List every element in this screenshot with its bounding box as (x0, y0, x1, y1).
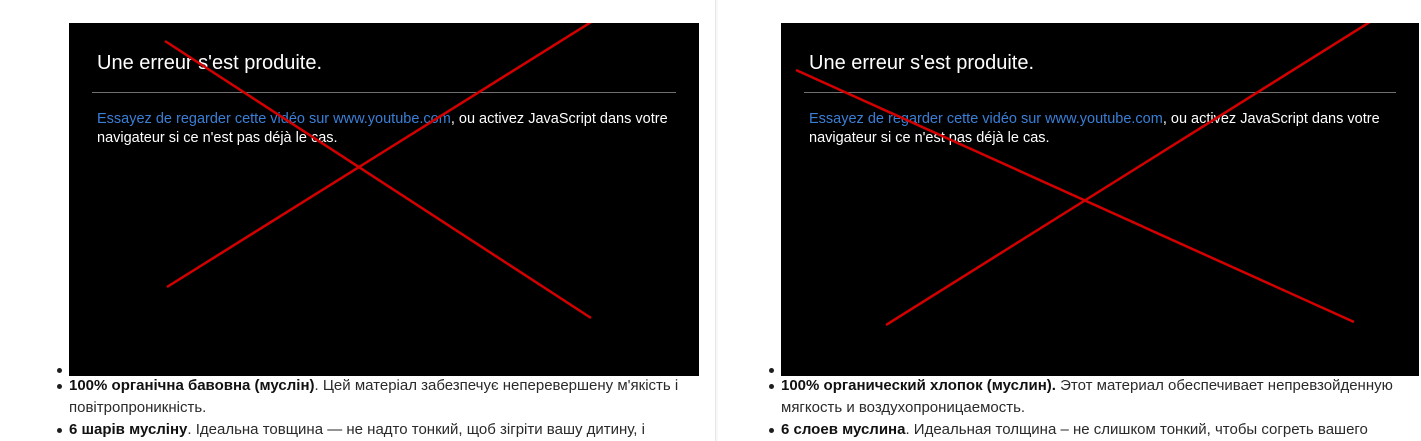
list-item-empty (781, 362, 1411, 375)
cross-out-overlay (69, 23, 699, 376)
right-column (718, 0, 1421, 441)
feature-name: 100% органічна бавовна (муслін) (69, 377, 315, 394)
cross-out-overlay (781, 23, 1419, 376)
feature-name: 100% органический хлопок (муслин). (781, 377, 1056, 394)
youtube-link[interactable]: Essayez de regarder cette vidéo sur www.youtube.com (809, 111, 1163, 127)
cross-line-1 (165, 41, 591, 318)
video-error-message-rest: , ou activez JavaScript dans votre navigateur si ce n'est pas déjà le cas. (809, 111, 1380, 146)
feature-desc: . Ідеальна товщина — не надто тонкий, щоб зігріти вашу дитину, і (187, 421, 645, 438)
video-error-title: Une erreur s'est produite. (809, 52, 1035, 74)
video-error-title: Une erreur s'est produite. (97, 52, 323, 74)
cross-line-1 (796, 70, 1354, 322)
list-item-empty (69, 362, 689, 375)
list-item (69, 419, 689, 441)
list-item (781, 375, 1411, 419)
cross-line-2 (167, 23, 596, 287)
list-item (781, 419, 1411, 441)
feature-list (69, 362, 689, 441)
cross-line-2 (886, 23, 1381, 325)
feature-desc: . Идеальная толщина – не слишком тонкий, чтобы согреть вашего (905, 421, 1368, 438)
feature-name: 6 слоев муслина (781, 421, 906, 438)
feature-desc: Этот материал обеспечивает непревзойденную мягкость и воздухопроницаемость. (781, 377, 1393, 416)
youtube-link[interactable]: Essayez de regarder cette vidéo sur www.youtube.com (97, 111, 451, 127)
feature-desc: . Цей матеріал забезпечує неперевершену м'якість і повітропроникність. (69, 377, 679, 416)
feature-name: 6 шарів мусліну (69, 421, 188, 438)
video-embed[interactable] (69, 23, 699, 376)
list-item (69, 375, 689, 419)
feature-list (781, 362, 1411, 441)
video-embed[interactable] (781, 23, 1419, 376)
video-error-message-rest: , ou activez JavaScript dans votre navigateur si ce n'est pas déjà le cas. (97, 111, 668, 146)
